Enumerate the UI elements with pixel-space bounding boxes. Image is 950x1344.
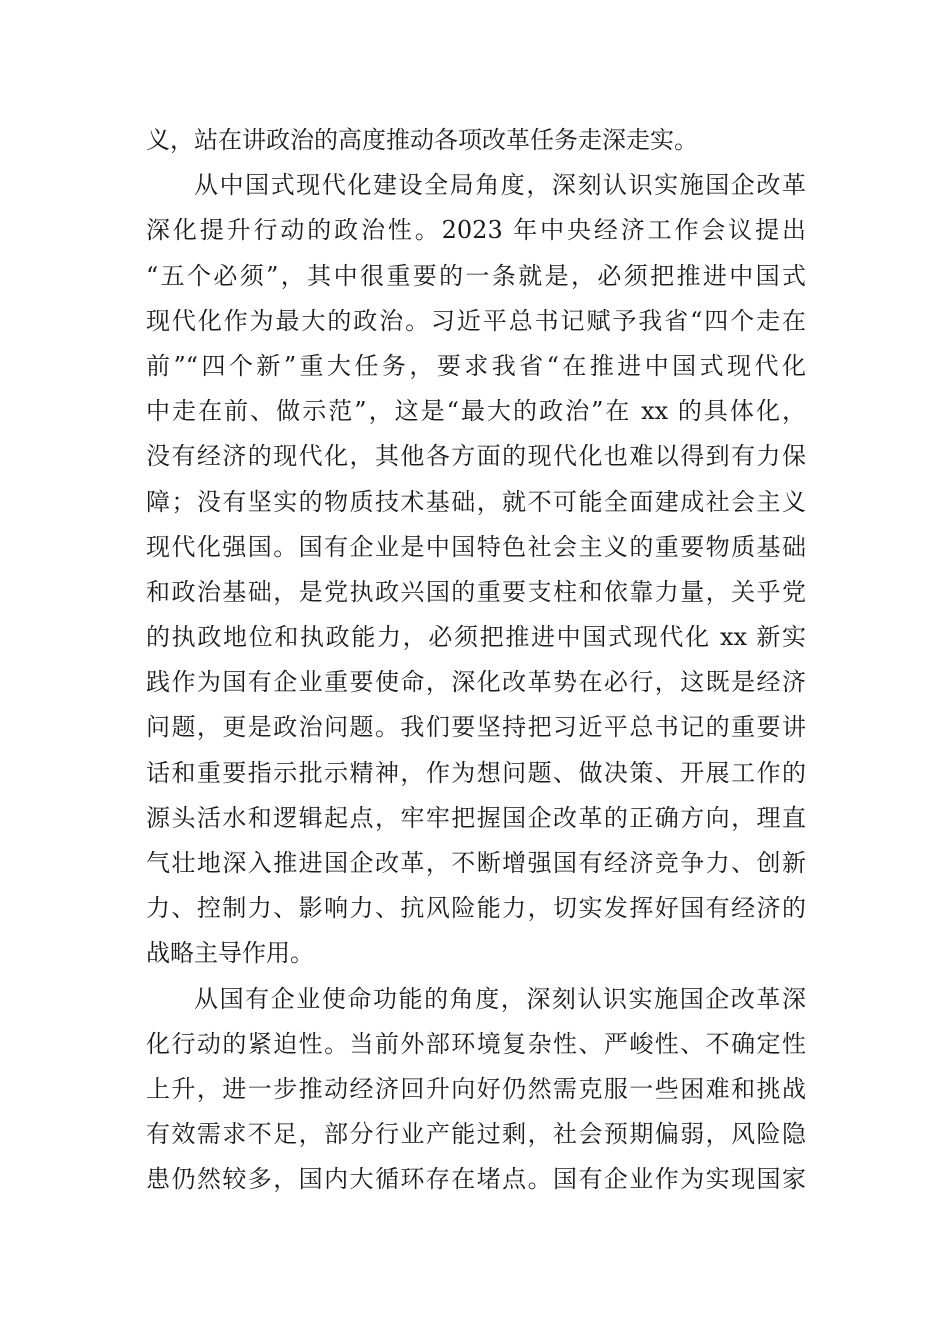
paragraph-line: 现代化作为最大的政治。习近平总书记赋予我省“四个走在 xyxy=(146,306,806,335)
paragraph-line: 从中国式现代化建设全局角度，深刻认识实施国企改革 xyxy=(194,171,806,200)
paragraph-line: 义，站在讲政治的高度推动各项改革任务走深走实。 xyxy=(146,126,698,154)
paragraph-line: 和政治基础，是党执政兴国的重要支柱和依靠力量，关乎党 xyxy=(146,577,806,606)
paragraph-line: “五个必须”，其中很重要的一条就是，必须把推进中国式 xyxy=(146,261,806,290)
paragraph-line: 践作为国有企业重要使命，深化改革势在必行，这既是经济 xyxy=(146,668,806,697)
paragraph-line: 中走在前、做示范”，这是“最大的政治”在 xx 的具体化， xyxy=(146,397,806,426)
paragraph-line: 前”“四个新”重大任务，要求我省“在推进中国式现代化 xyxy=(146,351,806,380)
paragraph-line: 力、控制力、影响力、抗风险能力，切实发挥好国有经济的 xyxy=(146,894,806,923)
paragraph-line: 现代化强国。国有企业是中国特色社会主义的重要物质基础 xyxy=(146,532,806,561)
paragraph-line: 化行动的紧迫性。当前外部环境复杂性、严峻性、不确定性 xyxy=(146,1029,806,1058)
paragraph-line: 问题，更是政治问题。我们要坚持把习近平总书记的重要讲 xyxy=(146,713,806,742)
paragraph-line: 的执政地位和执政能力，必须把推进中国式现代化 xx 新实 xyxy=(146,623,806,652)
paragraph-line: 源头活水和逻辑起点，牢牢把握国企改革的正确方向，理直 xyxy=(146,803,806,832)
paragraph-line: 上升，进一步推动经济回升向好仍然需克服一些困难和挑战 xyxy=(146,1074,806,1103)
paragraph-line: 从国有企业使命功能的角度，深刻认识实施国企改革深 xyxy=(194,984,806,1013)
paragraph-line: 没有经济的现代化，其他各方面的现代化也难以得到有力保 xyxy=(146,442,806,471)
paragraph-line: 深化提升行动的政治性。2023 年中央经济工作会议提出 xyxy=(146,216,806,245)
paragraph-line: 有效需求不足，部分行业产能过剩，社会预期偏弱，风险隐 xyxy=(146,1120,806,1149)
paragraph-line: 患仍然较多，国内大循环存在堵点。国有企业作为实现国家 xyxy=(146,1165,806,1194)
document-body xyxy=(146,118,806,1203)
paragraph-line: 战略主导作用。 xyxy=(146,939,314,968)
paragraph-line: 障；没有坚实的物质技术基础，就不可能全面建成社会主义 xyxy=(146,487,806,516)
paragraph-line: 话和重要指示批示精神，作为想问题、做决策、开展工作的 xyxy=(146,758,806,787)
paragraph-line: 气壮地深入推进国企改革，不断增强国有经济竞争力、创新 xyxy=(146,849,806,877)
